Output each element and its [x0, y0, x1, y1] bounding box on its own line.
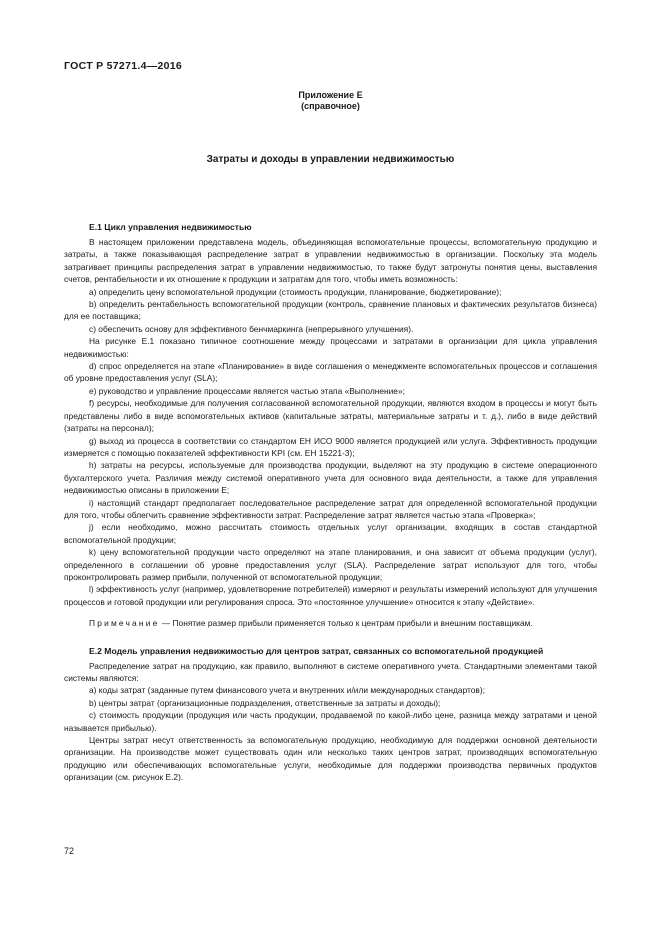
list-item: h) затраты на ресурсы, используемые для производства продукции, выделяют на эту продукцию в системе операционного бухгалтерского учета. Различия между системой оперативного учета для основного вида деятельности, а также для управления недвижимостью описаны в приложении Е; — [64, 460, 597, 496]
list-item: k) цену вспомогательной продукции часто определяют на этапе планирования, и она зависит от объема продукции (услуг), определенного в соглашении об уровне предоставления услуг (SLA). Распределение затрат используют для того, чтобы проконтролировать размер прибыли, полученной от вспомогательной продукции; — [64, 547, 597, 582]
list-item: i) настоящий стандарт предполагает последовательное распределение затрат для определенной вспомогательной продукции для того, чтобы облегчить сравнение эффективности затрат. Распределение затрат является частью этапа «Проверка»; — [64, 497, 597, 520]
paragraph: Распределение затрат на продукцию, как правило, выполняют в системе оперативного учета. Стандартными элементами такой системы являются: — [64, 660, 597, 683]
appendix-title: Приложение Е — [298, 90, 363, 100]
document-body — [64, 222, 597, 784]
list-item: e) руководство и управление процессами является частью этапа «Выполнение»; — [89, 385, 405, 396]
list-item: c) стоимость продукции (продукция или часть продукции, продаваемой по какой-либо цене, разница между затратами и ценой называется прибылью). — [64, 710, 597, 733]
page-number: 72 — [64, 846, 75, 856]
section-title: Е.2 Модель управления недвижимостью для центров затрат, связанных со вспомогательной продукцией — [89, 645, 544, 656]
list-item: b) центры затрат (организационные подразделения, ответственные за затраты и доходы); — [89, 697, 441, 708]
appendix-subtitle: (справочное) — [301, 101, 360, 111]
list-item: a) определить цену вспомогательной продукции (стоимость продукции, планирование, бюджетирование); — [89, 286, 502, 297]
note — [64, 617, 597, 629]
list-item: a) коды затрат (заданные путем финансового учета и внутренних и/или международных стандартов); — [89, 685, 486, 696]
paragraph: В настоящем приложении представлена модель, объединяющая вспомогательные процессы, вспомогательную продукцию и затраты, а также показывающая распределение затрат в управлении недвижимостью в организации. Поскольку эта модель затрагивает принципы распределения затрат в управлении недвижимостью, то также будут затронуты понятия цены, выставления счетов, рентабельности и их отношение к продукции и затратам для того, чтобы иметь возможность: — [64, 237, 597, 285]
document-title: Затраты и доходы в управлении недвижимостью — [206, 154, 455, 165]
list-item: f) ресурсы, необходимые для получения согласованной вспомогательной продукции, являются входом в процессы и могут быть представлены либо в виде вспомогательных активов (капитальные затраты, материальные затраты и т. д.), либо в виде действий (затраты на персонал); — [64, 398, 597, 434]
section-title: Е.1 Цикл управления недвижимостью — [89, 222, 252, 232]
standard-header: ГОСТ Р 57271.4—2016 — [64, 60, 183, 72]
list-item: d) спрос определяется на этапе «Планирование» в виде соглашения о менеджменте вспомогательных процессов и соглашения об уровне предоставления услуг (SLA); — [64, 361, 597, 384]
appendix-heading — [0, 90, 661, 112]
list-item: j) если необходимо, можно рассчитать стоимость отдельных услуг организации, входящих в состав стандартной вспомогательной продукции; — [64, 522, 597, 545]
list-item: g) выход из процесса в соответствии со стандартом ЕН ИСО 9000 является продукцией или услуга. Эффективность продукции измеряется с помощью показателей эффективности KPI (см. ЕН 15221-3); — [64, 435, 597, 458]
list-item: l) эффективность услуг (например, удовлетворение потребителей) измеряют и результаты измерений используют для улучшения процессов и готовой продукции или регулирования спроса. Это «постоянное улучшение» относится к этапу «Действие». — [64, 584, 597, 607]
paragraph: Центры затрат несут ответственность за вспомогательную продукцию, необходимую для поддержки основной деятельности организации. На производстве может существовать один или несколько таких центров затрат, производящих вспомогательную продукцию или обеспечивающих вспомогательные услуги, необходимые для поддержки производства первичных продуктов организации (см. рисунок Е.2). — [64, 735, 597, 783]
note-label: Примечание — [89, 618, 160, 629]
note-text: — Понятие размер прибыли применяется только к центрам прибыли и внешним поставщикам. — [159, 618, 533, 629]
paragraph: На рисунке Е.1 показано типичное соотношение между процессами и затратами в организации для цикла управления недвижимостью: — [64, 336, 597, 359]
list-item: c) обеспечить основу для эффективного бенчмаркинга (непрерывного улучшения). — [89, 323, 414, 334]
list-item: b) определить рентабельность вспомогательной продукции (контроль, сравнение плановых и фактических результатов бизнеса) для ее поставщика; — [64, 299, 597, 322]
